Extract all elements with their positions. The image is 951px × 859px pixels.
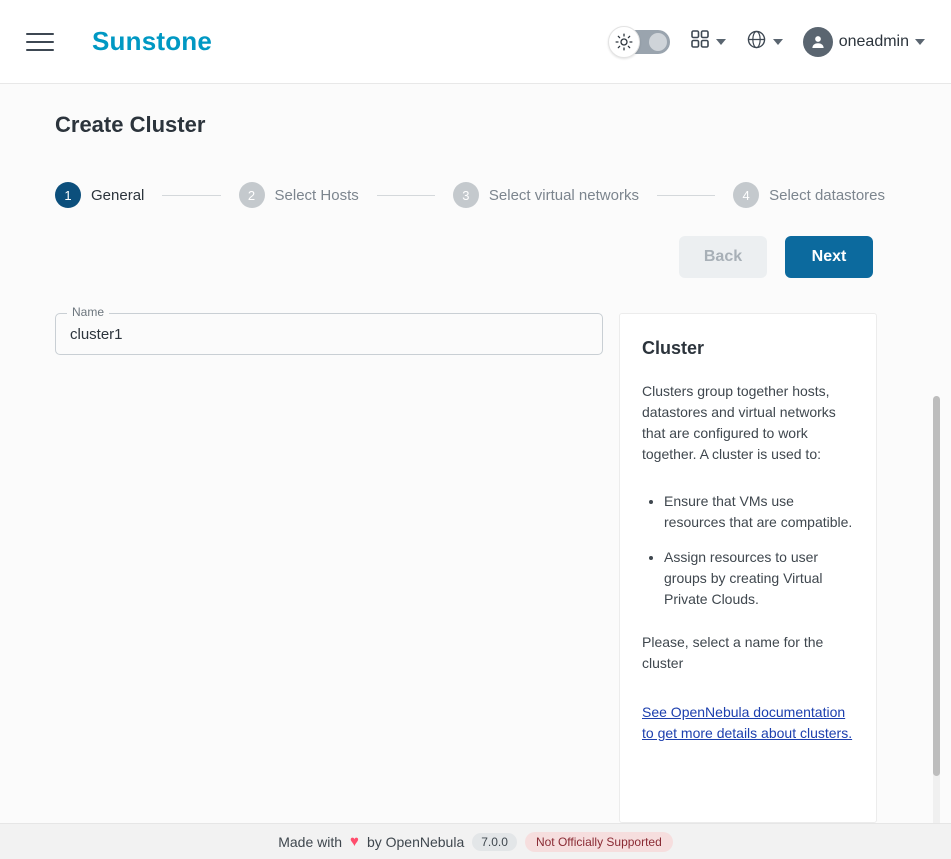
step-label: General xyxy=(91,186,145,204)
name-input[interactable] xyxy=(55,313,603,355)
step-number: 2 xyxy=(239,182,265,208)
list-item: • Assign resources to user groups by creating Virtual Private Clouds. xyxy=(664,547,854,610)
page-title: Create Cluster xyxy=(55,112,206,137)
sun-icon xyxy=(608,26,640,58)
list-item: • Ensure that VMs use resources that are compatible. xyxy=(664,491,854,533)
back-button[interactable]: Back xyxy=(679,236,767,278)
brand-logo[interactable]: Sunstone xyxy=(92,26,213,56)
step-connector xyxy=(377,195,435,196)
header-actions xyxy=(608,26,925,58)
footer-made-with: Made with xyxy=(278,833,343,850)
general-form xyxy=(55,305,603,823)
info-paragraph-2: Please, select a name for the cluster xyxy=(642,634,824,671)
step-number: 3 xyxy=(453,182,479,208)
name-field-label: Name xyxy=(67,305,109,319)
info-paragraph-1: Clusters group together hosts, datastores and virtual networks that are configured to work together. A cluster is used to: xyxy=(642,383,836,462)
chevron-down-icon xyxy=(915,39,925,45)
version-badge: 7.0.0 xyxy=(472,833,517,851)
page-scrollbar-thumb[interactable] xyxy=(933,396,940,776)
theme-toggle[interactable] xyxy=(608,26,670,58)
step-label: Select Hosts xyxy=(274,186,359,204)
step-label: Select datastores xyxy=(769,186,886,204)
wizard-stepper xyxy=(55,182,925,208)
next-button[interactable]: Next xyxy=(785,236,873,278)
step-label: Select virtual networks xyxy=(488,186,639,204)
step-connector xyxy=(657,195,715,196)
documentation-link[interactable]: See OpenNebula documentation to get more details about clusters. xyxy=(642,704,853,741)
footer-bar xyxy=(0,823,951,859)
name-field-wrapper xyxy=(55,305,603,355)
hamburger-icon[interactable] xyxy=(26,25,60,59)
grid-icon xyxy=(690,29,710,54)
wizard-actions xyxy=(26,236,873,278)
step-number: 4 xyxy=(733,182,759,208)
language-menu-button[interactable] xyxy=(746,29,783,55)
apps-menu-button[interactable] xyxy=(690,29,726,54)
info-bullet-list xyxy=(642,491,854,610)
page-scrollbar[interactable] xyxy=(933,396,940,823)
stepper-step-select-datastores[interactable] xyxy=(733,182,885,208)
footer-by: by OpenNebula xyxy=(366,833,465,850)
user-name-label: oneadmin xyxy=(838,32,909,50)
wizard-content xyxy=(55,305,925,823)
stepper-step-select-virtual-networks[interactable] xyxy=(453,182,639,208)
info-panel-title: Cluster xyxy=(642,338,705,358)
chevron-down-icon xyxy=(716,39,726,45)
step-number: 1 xyxy=(55,182,81,208)
chevron-down-icon xyxy=(773,39,783,45)
globe-icon xyxy=(746,29,767,55)
heart-icon: ♥ xyxy=(350,833,359,850)
stepper-step-select-hosts[interactable] xyxy=(239,182,359,208)
top-header xyxy=(0,0,951,84)
page-body xyxy=(0,84,951,823)
support-badge: Not Officially Supported xyxy=(525,832,673,852)
info-panel xyxy=(619,313,877,823)
step-connector xyxy=(162,195,220,196)
user-avatar-icon xyxy=(803,27,833,57)
user-menu-button[interactable] xyxy=(803,27,925,57)
stepper-step-general[interactable] xyxy=(55,182,144,208)
